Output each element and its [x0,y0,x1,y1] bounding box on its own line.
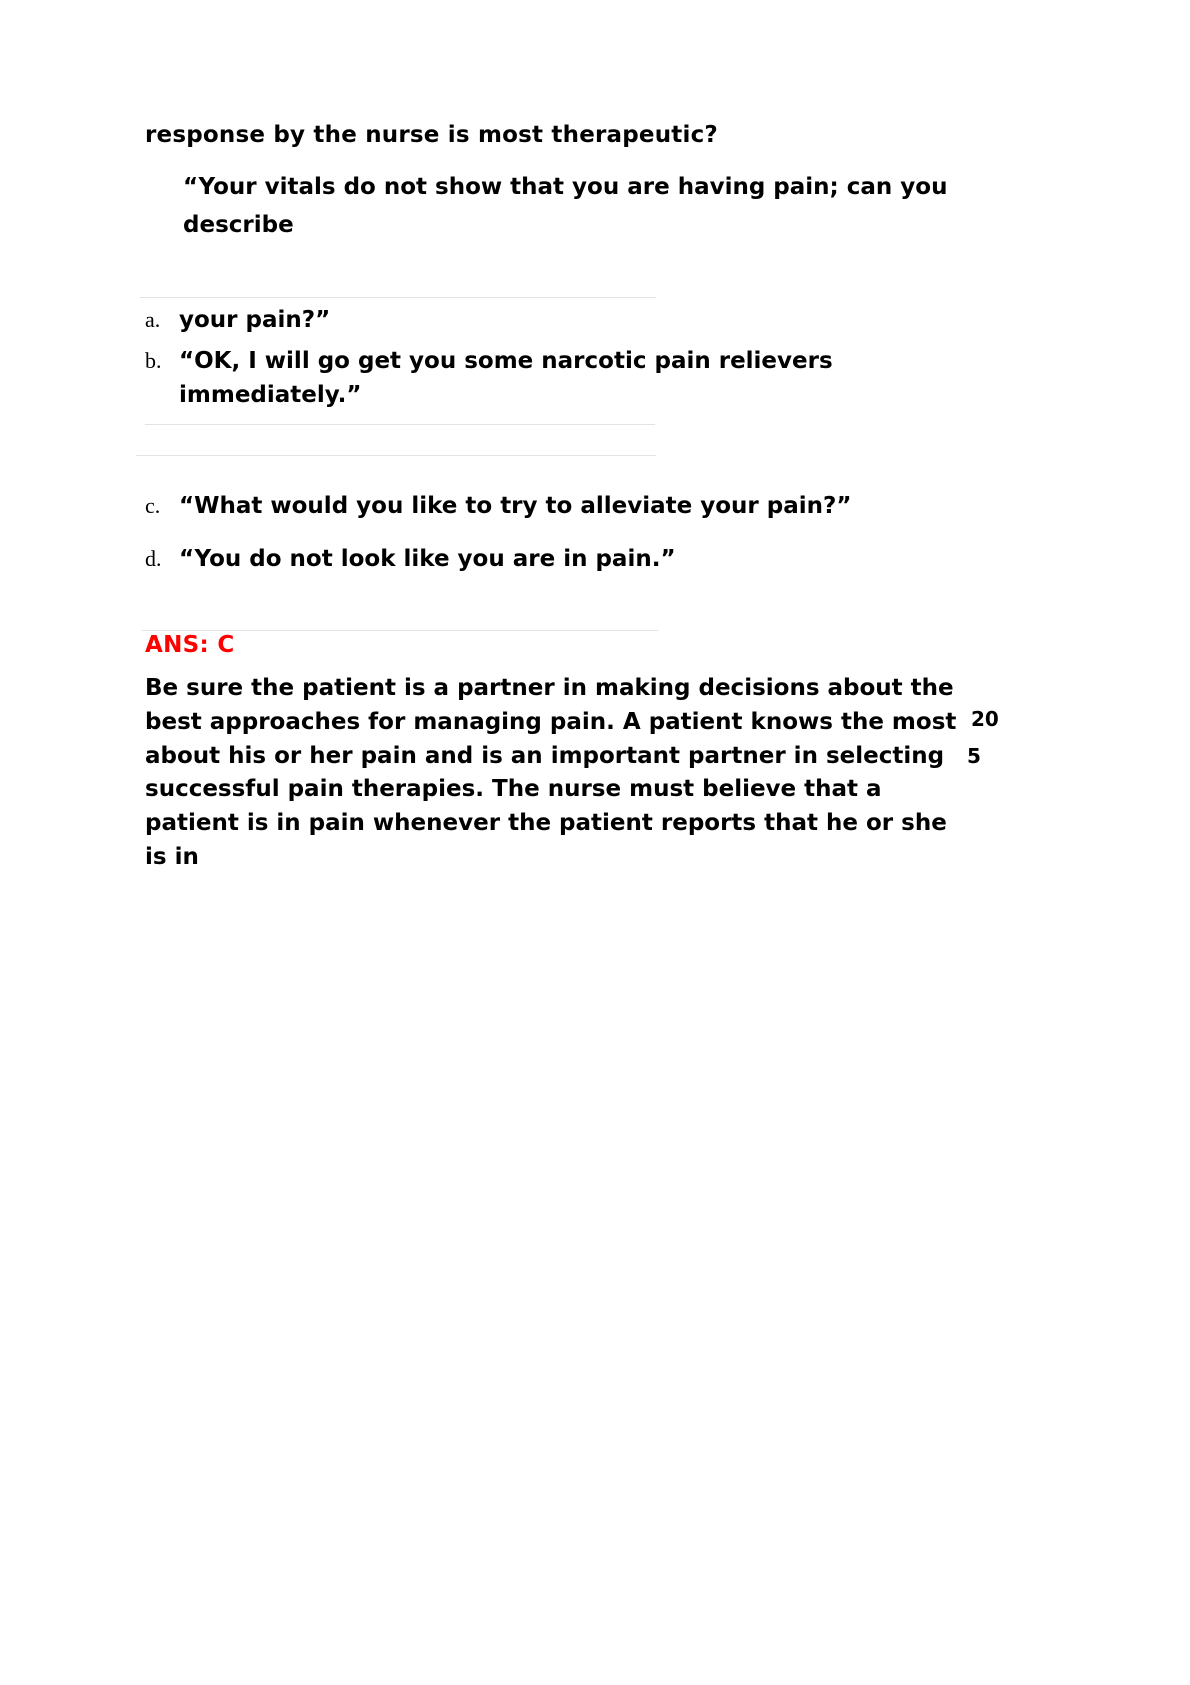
answer-label: ANS: C [145,632,235,658]
option-letter: b. [145,347,162,373]
divider-above-options [140,297,656,298]
rationale-text: Be sure the patient is a partner in making decisions about the best approaches for managing pain. A patient knows the most about his or her pain and is an important partner in selecting successful pain therapies. The nurse must believe that a patient is in pain whenever the patient reports that he or she is in [145,675,957,870]
option-text: your pain?” [179,307,331,333]
margin-number-primary: 20 [971,707,999,731]
option-letter: c. [145,493,161,518]
options-group-one [145,303,1045,419]
divider-mid-upper [145,424,655,425]
question-stem-block [145,120,1045,245]
list-item[interactable] [145,542,1045,577]
option-text: “You do not look like you are in pain.” [179,545,676,572]
option-letter: a. [145,307,161,332]
option-letter: d. [145,545,162,571]
option-text: “OK, I will go get you some narcotic pain relievers immediately.” [179,347,833,408]
margin-number-secondary: 5 [967,744,981,768]
option-text: “What would you like to try to alleviate your pain?” [179,493,852,519]
divider-above-answer [142,630,658,631]
question-stem-quote: “Your vitals do not show that you are having pain; can you describe [183,174,948,238]
list-item[interactable] [145,303,1045,338]
question-stem-tail: response by the nurse is most therapeutic? [145,122,718,148]
list-item[interactable] [145,344,1045,413]
options-group-two [145,489,1045,594]
divider-mid-lower [136,455,656,456]
list-item[interactable] [145,489,1045,524]
